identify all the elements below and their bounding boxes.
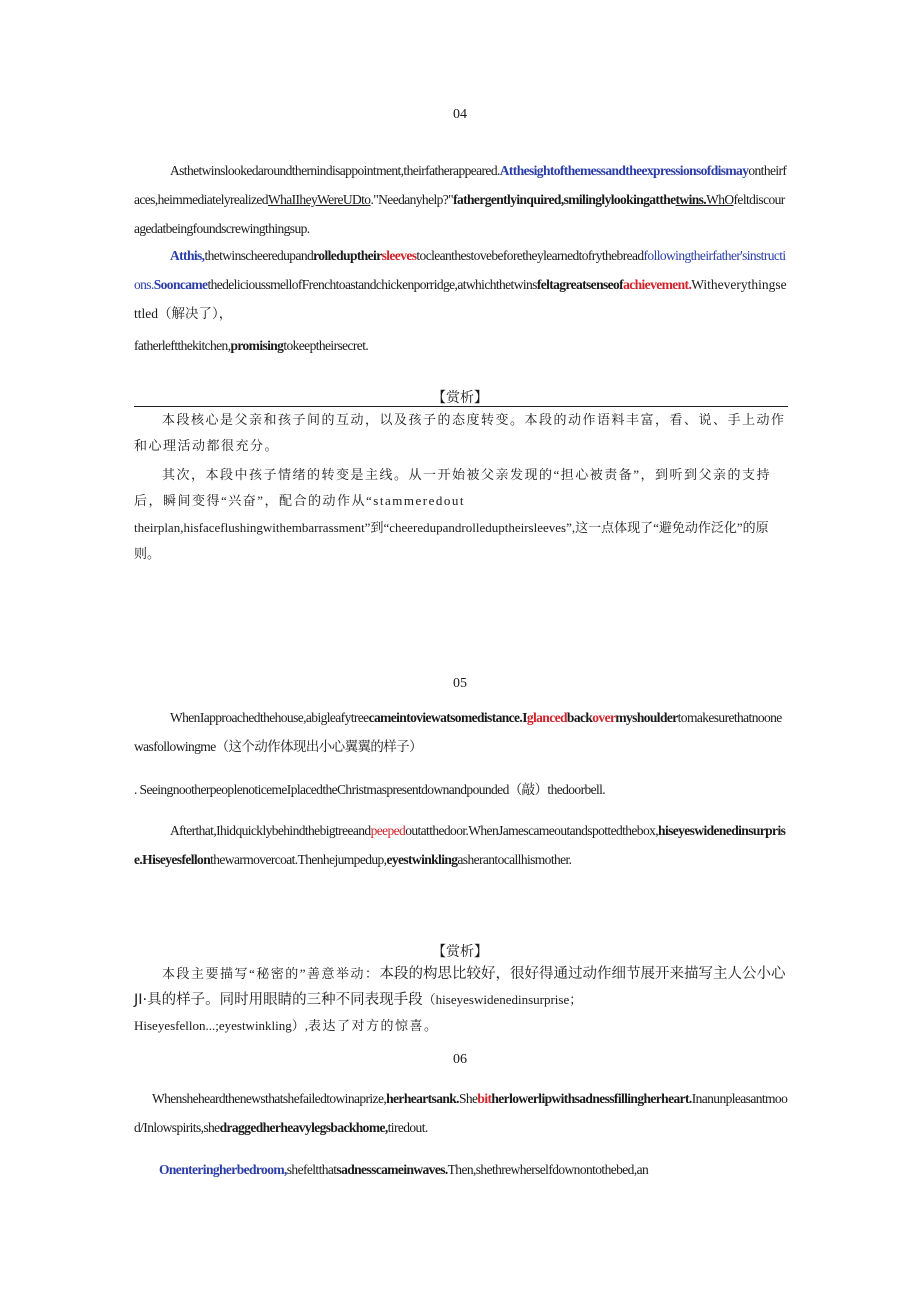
section-04-paragraph-1: Asthetwinslookedaroundthernindisappointment,theirfatherappeared.Atthesightofthemessandtheexpressionsofdismayontheirfaces,heimmediatelyrealizedWhaIIheyWereUDto."Needanyhelp?"fathergentlyinquired,smilinglylookingatthetwins.WhOfeltdiscouragedatbeingfoundscrewingthingsup. [134, 163, 787, 236]
section-04-paragraph-3: fatherleftthekitchen,promisingtokeeptheirsecret. [134, 338, 369, 353]
section-06-number: 06 [453, 1052, 467, 1067]
section-04-analysis-title: 【赏析】 [432, 391, 488, 406]
section-06-paragraph-1: Whensheheardthenewsthatshefailedtowinaprize,herheartsank.Shebitherlowerlipwithsadnessfillingherheart.Inanunpleasantmood/Inlowspirits,shedraggedherheavylegsbackhome,tiredout. [134, 1091, 788, 1135]
section-04-number: 04 [453, 107, 467, 122]
section-05-analysis-title: 【赏析】 [432, 945, 488, 960]
section-04-paragraph-2: Atthis,thetwinscheeredupandrolleduptheirsleevestocleanthestovebeforetheylearnedtofrythebreadfollowingtheirfather'sinstructions.SooncamethedelicioussmellofFrenchtoastandchickenporridge,atwhichthetwinsfeltagreatsenseofachievement.Witheverythingsettled（解决了）， [134, 248, 787, 321]
section-05-analysis: 本段主要描写“秘密的”善意举动：本段的构思比较好，很好得通过动作细节展开来描写主人公小心JI·具的样子。同时用眼睛的三种不同表现手段（hiseyeswidenedinsurprise； Hiseyesfellon...;eyestwinkling）,表达了对方的惊喜。 [134, 966, 786, 1033]
section-05-paragraph-2: . SeeingnootherpeoplenoticemeIplacedtheChristmaspresentdownandpounded（敲）thedoorbell. [134, 782, 606, 797]
section-04-analysis-paragraph-2: 其次，本段中孩子情绪的转变是主线。从一开始被父亲发现的“担心被责备”，到听到父亲的支持后，瞬间变得“兴奋”，配合的动作从“stammeredout theirplan,hisfaceflushingwithembarrassment”到“cheeredupandrolleduptheirsleeves”,这一点体现了“避免动作泛化”的原则。 [134, 467, 772, 561]
section-05-paragraph-3: Afterthat,Ihidquicklybehindthebigtreeandpeepedoutatthedoor.WhenJamescameoutandspottedthebox,hiseyeswidenedinsurprise.Hiseyesfellonthewarmovercoat.Thenhejumpedup,eyestwinklingasherantocallhismother. [134, 823, 786, 867]
section-04-analysis-paragraph-1: 本段核心是父亲和孩子间的互动，以及孩子的态度转变。本段的动作语料丰富，看、说、手上动作和心理活动都很充分。 [134, 412, 786, 453]
section-05-number: 05 [453, 676, 467, 691]
section-06-paragraph-2: Onenteringherbedroom,shefeltthatsadnesscameinwaves.Then,shethrewherselfdownontothebed,an [159, 1162, 649, 1177]
section-05-paragraph-1: WhenIapproachedthehouse,abigleafytreecameintoviewatsomedistance.Iglancedbackovermyshouldertomakesurethatnoonewasfollowingme（这个动作体现出小心翼翼的样子） [134, 710, 782, 754]
